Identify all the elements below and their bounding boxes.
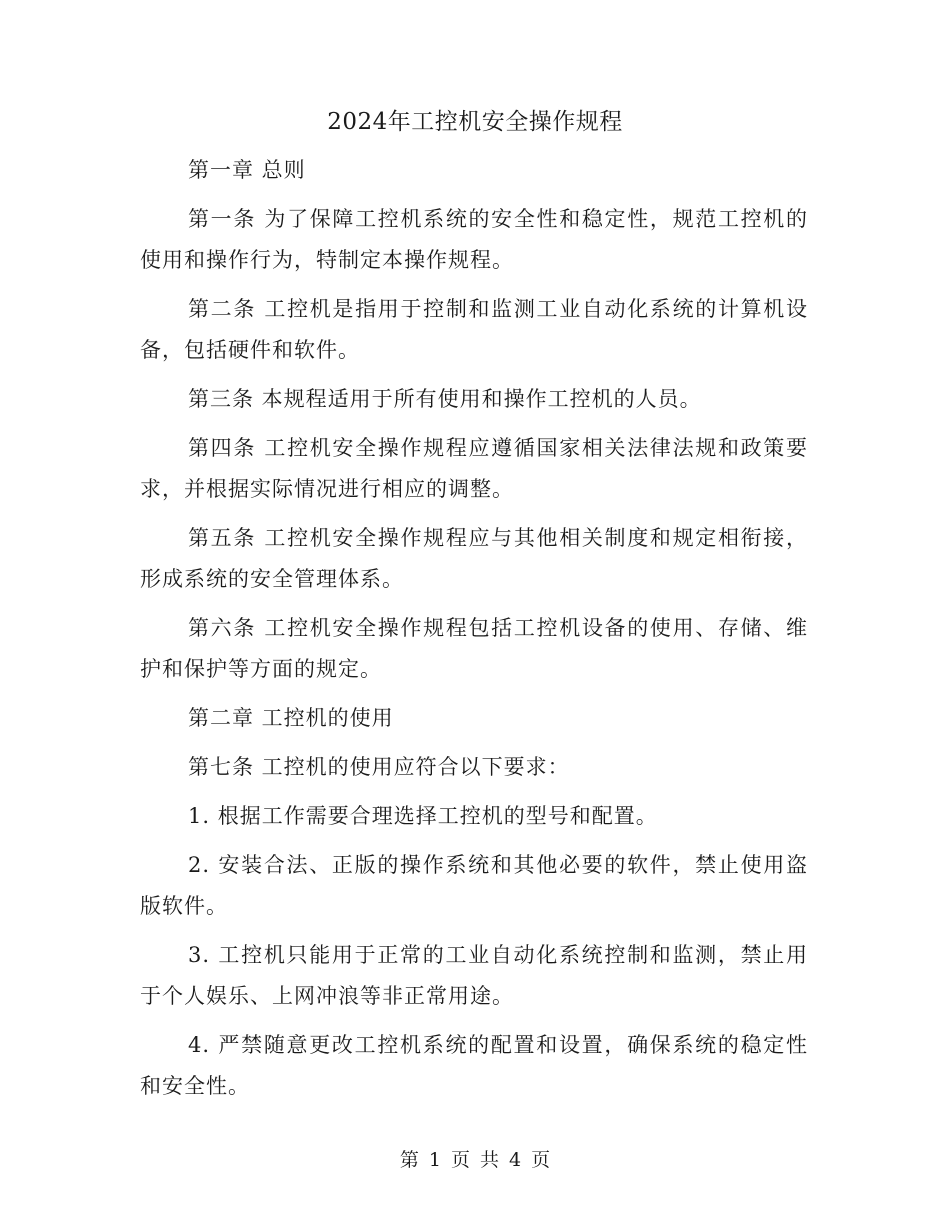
document-body xyxy=(140,150,808,1115)
list-item-2: 2. 安装合法、正版的操作系统和其他必要的软件，禁止使用盗版软件。 xyxy=(140,853,808,918)
list-item-1: 1. 根据工作需要合理选择工控机的型号和配置。 xyxy=(188,804,658,828)
list-item-4: 4. 严禁随意更改工控机系统的配置和设置，确保系统的稳定性和安全性。 xyxy=(140,1033,808,1098)
list-item-3: 3. 工控机只能用于正常的工业自动化系统控制和监测，禁止用于个人娱乐、上网冲浪等非正常用途。 xyxy=(140,943,808,1008)
article-3: 第三条 本规程适用于所有使用和操作工控机的人员。 xyxy=(188,387,702,411)
article-7: 第七条 工控机的使用应符合以下要求： xyxy=(188,755,570,779)
document-title: 2024年工控机安全操作规程 xyxy=(327,109,623,135)
article-1: 第一条 为了保障工控机系统的安全性和稳定性，规范工控机的使用和操作行为，特制定本操作规程。 xyxy=(140,207,808,272)
chapter-heading-1: 第一章 总则 xyxy=(188,158,306,182)
article-6: 第六条 工控机安全操作规程包括工控机设备的使用、存储、维护和保护等方面的规定。 xyxy=(140,616,808,681)
article-4: 第四条 工控机安全操作规程应遵循国家相关法律法规和政策要求，并根据实际情况进行相应的调整。 xyxy=(140,436,808,501)
chapter-heading-2: 第二章 工控机的使用 xyxy=(188,706,394,730)
page-footer: 第 1 页 共 4 页 xyxy=(399,1149,551,1171)
article-2: 第二条 工控机是指用于控制和监测工业自动化系统的计算机设备，包括硬件和软件。 xyxy=(140,297,808,362)
article-5: 第五条 工控机安全操作规程应与其他相关制度和规定相衔接，形成系统的安全管理体系。 xyxy=(140,526,808,591)
